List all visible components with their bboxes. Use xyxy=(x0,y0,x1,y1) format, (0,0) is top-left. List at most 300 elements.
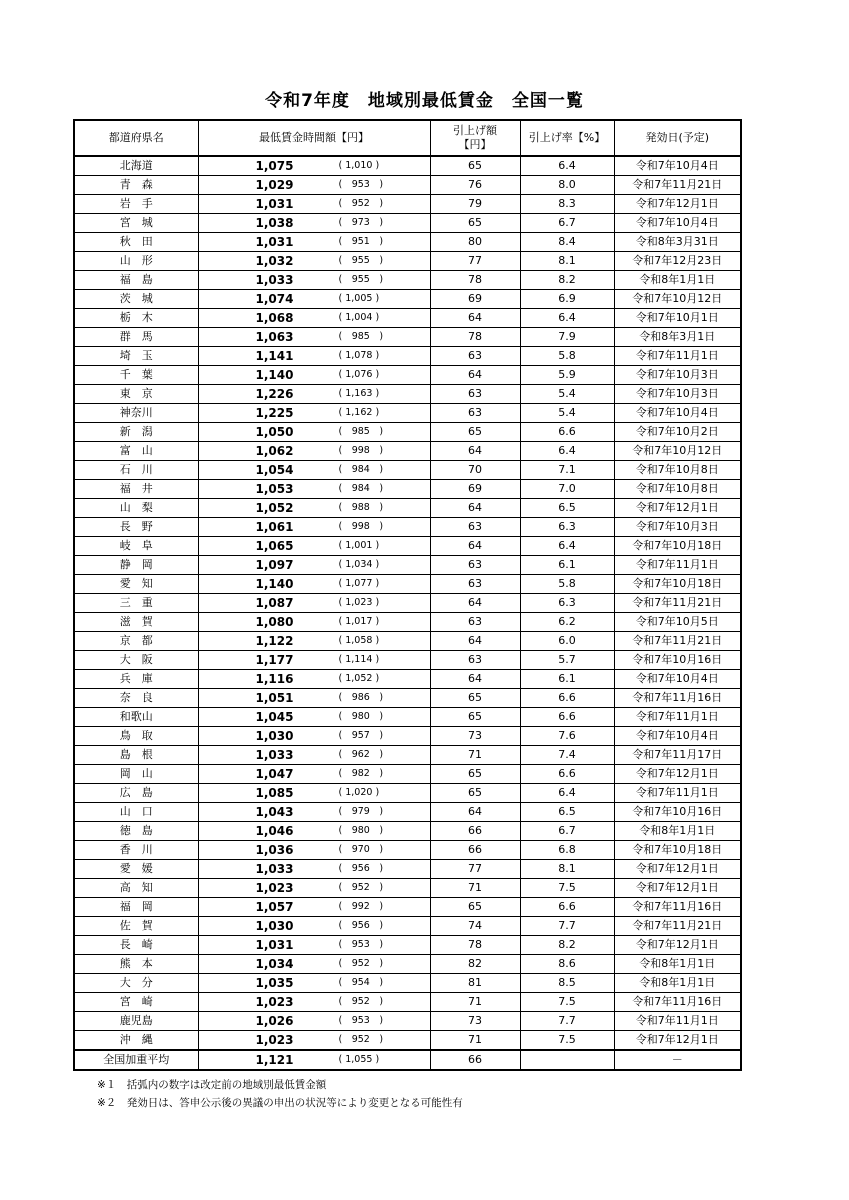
rate-cell: 5.7 xyxy=(520,651,614,670)
prefecture-cell: 和歌山 xyxy=(74,708,198,727)
header-rate: 引上げ率【%】 xyxy=(520,120,614,156)
header-raise-line2: 【円】 xyxy=(458,138,492,151)
prefecture-cell: 鹿児島 xyxy=(74,1012,198,1031)
previous-wage: ( 954 ) xyxy=(338,977,384,988)
table-row xyxy=(74,860,741,879)
effective-date-cell: 令和7年12月1日 xyxy=(614,1031,741,1051)
previous-wage: ( 1,017 ) xyxy=(338,616,380,627)
previous-wage: ( 955 ) xyxy=(338,274,384,285)
wage-cell xyxy=(198,385,430,404)
rate-cell: 8.1 xyxy=(520,860,614,879)
wage-cell xyxy=(198,271,430,290)
raise-cell: 63 xyxy=(430,575,520,594)
table-body xyxy=(74,156,741,1070)
rate-cell: 8.4 xyxy=(520,233,614,252)
table-row xyxy=(74,176,741,195)
table-row xyxy=(74,955,741,974)
previous-wage: ( 1,005 ) xyxy=(338,293,380,304)
wage-cell xyxy=(198,879,430,898)
effective-date-cell: 令和8年3月31日 xyxy=(614,233,741,252)
wage-value: 1,033 xyxy=(255,273,294,287)
wage-cell xyxy=(198,347,430,366)
effective-date-cell: 令和7年10月1日 xyxy=(614,309,741,328)
previous-wage: ( 1,076 ) xyxy=(338,369,380,380)
wage-value: 1,031 xyxy=(255,938,294,952)
table-row xyxy=(74,518,741,537)
table-row xyxy=(74,727,741,746)
wage-value: 1,033 xyxy=(255,862,294,876)
table-row xyxy=(74,632,741,651)
wage-cell xyxy=(198,156,430,176)
prefecture-cell: 愛 媛 xyxy=(74,860,198,879)
table-row xyxy=(74,651,741,670)
wage-cell xyxy=(198,480,430,499)
wage-value: 1,038 xyxy=(255,216,294,230)
effective-date-cell: 令和7年11月1日 xyxy=(614,1012,741,1031)
effective-date-cell: 令和7年12月1日 xyxy=(614,195,741,214)
prefecture-cell: 奈 良 xyxy=(74,689,198,708)
rate-cell: 8.2 xyxy=(520,271,614,290)
wage-cell xyxy=(198,556,430,575)
previous-wage: ( 952 ) xyxy=(338,958,384,969)
table-row xyxy=(74,575,741,594)
effective-date-cell: 令和7年10月18日 xyxy=(614,575,741,594)
wage-value: 1,140 xyxy=(255,368,294,382)
wage-value: 1,097 xyxy=(255,558,294,572)
effective-date-cell: 令和7年12月1日 xyxy=(614,765,741,784)
prefecture-cell: 山 口 xyxy=(74,803,198,822)
effective-date-cell: 令和8年3月1日 xyxy=(614,328,741,347)
wage-cell xyxy=(198,841,430,860)
effective-date-cell: 令和7年10月3日 xyxy=(614,385,741,404)
header-wage: 最低賃金時間額【円】 xyxy=(198,120,430,156)
prefecture-cell: 秋 田 xyxy=(74,233,198,252)
rate-cell: 5.4 xyxy=(520,404,614,423)
footnote-2: ※２ 発効日は、答申公示後の異議の申出の状況等により変更となる可能性有 xyxy=(97,1097,463,1109)
prefecture-cell: 新 潟 xyxy=(74,423,198,442)
rate-cell: 6.6 xyxy=(520,423,614,442)
rate-cell: 7.5 xyxy=(520,993,614,1012)
table-row xyxy=(74,499,741,518)
wage-value: 1,033 xyxy=(255,748,294,762)
wage-value: 1,121 xyxy=(255,1053,294,1067)
wage-cell xyxy=(198,860,430,879)
wage-value: 1,140 xyxy=(255,577,294,591)
prefecture-cell: 埼 玉 xyxy=(74,347,198,366)
raise-cell: 65 xyxy=(430,784,520,803)
table-row xyxy=(74,328,741,347)
prefecture-cell: 沖 縄 xyxy=(74,1031,198,1051)
table-row xyxy=(74,841,741,860)
raise-cell: 77 xyxy=(430,860,520,879)
raise-cell: 65 xyxy=(430,156,520,176)
previous-wage: ( 992 ) xyxy=(338,901,384,912)
wage-cell xyxy=(198,898,430,917)
raise-cell: 69 xyxy=(430,480,520,499)
rate-cell: 7.7 xyxy=(520,917,614,936)
wage-value: 1,054 xyxy=(255,463,294,477)
national-average-row xyxy=(74,1050,741,1070)
table-row xyxy=(74,347,741,366)
wage-value: 1,177 xyxy=(255,653,294,667)
prefecture-cell: 山 形 xyxy=(74,252,198,271)
rate-cell: 6.1 xyxy=(520,670,614,689)
previous-wage: ( 1,163 ) xyxy=(338,388,380,399)
previous-wage: ( 1,162 ) xyxy=(338,407,380,418)
effective-date-cell: 令和7年11月21日 xyxy=(614,594,741,613)
rate-cell: 6.3 xyxy=(520,594,614,613)
raise-cell: 65 xyxy=(430,689,520,708)
wage-cell xyxy=(198,689,430,708)
effective-date-cell: 令和8年1月1日 xyxy=(614,822,741,841)
wage-cell xyxy=(198,955,430,974)
previous-wage: ( 1,023 ) xyxy=(338,597,380,608)
prefecture-cell: 群 馬 xyxy=(74,328,198,347)
wage-cell xyxy=(198,670,430,689)
wage-cell xyxy=(198,328,430,347)
raise-cell: 63 xyxy=(430,651,520,670)
previous-wage: ( 980 ) xyxy=(338,711,384,722)
wage-cell xyxy=(198,727,430,746)
prefecture-cell: 福 島 xyxy=(74,271,198,290)
prefecture-cell: 大 分 xyxy=(74,974,198,993)
prefecture-cell: 広 島 xyxy=(74,784,198,803)
table-row xyxy=(74,1012,741,1031)
raise-cell: 63 xyxy=(430,556,520,575)
prefecture-cell: 静 岡 xyxy=(74,556,198,575)
page-title: 令和7年度 地域別最低賃金 全国一覧 xyxy=(265,91,584,111)
previous-wage: ( 988 ) xyxy=(338,502,384,513)
effective-date-cell: 令和7年10月2日 xyxy=(614,423,741,442)
prefecture-cell: 愛 知 xyxy=(74,575,198,594)
raise-cell: 74 xyxy=(430,917,520,936)
prefecture-cell: 宮 城 xyxy=(74,214,198,233)
previous-wage: ( 953 ) xyxy=(338,939,384,950)
prefecture-cell: 神奈川 xyxy=(74,404,198,423)
table-row xyxy=(74,594,741,613)
table-row xyxy=(74,556,741,575)
table-row xyxy=(74,746,741,765)
effective-date-cell: 令和7年10月12日 xyxy=(614,442,741,461)
wage-cell xyxy=(198,594,430,613)
wage-value: 1,036 xyxy=(255,843,294,857)
prefecture-cell: 千 葉 xyxy=(74,366,198,385)
header-date: 発効日(予定) xyxy=(614,120,741,156)
prefecture-cell: 鳥 取 xyxy=(74,727,198,746)
table-row xyxy=(74,936,741,955)
raise-cell: 71 xyxy=(430,993,520,1012)
previous-wage: ( 1,055 ) xyxy=(338,1054,380,1065)
table-row xyxy=(74,290,741,309)
wage-cell xyxy=(198,993,430,1012)
rate-cell: 6.4 xyxy=(520,442,614,461)
wage-cell xyxy=(198,309,430,328)
previous-wage: ( 951 ) xyxy=(338,236,384,247)
rate-cell: 6.8 xyxy=(520,841,614,860)
effective-date-cell: 令和8年1月1日 xyxy=(614,271,741,290)
table-row xyxy=(74,271,741,290)
rate-cell: 8.5 xyxy=(520,974,614,993)
wage-value: 1,031 xyxy=(255,235,294,249)
raise-cell: 64 xyxy=(430,537,520,556)
wage-value: 1,116 xyxy=(255,672,294,686)
wage-value: 1,045 xyxy=(255,710,294,724)
prefecture-cell: 福 岡 xyxy=(74,898,198,917)
previous-wage: ( 1,058 ) xyxy=(338,635,380,646)
wage-value: 1,043 xyxy=(255,805,294,819)
table-row xyxy=(74,917,741,936)
wage-cell xyxy=(198,537,430,556)
previous-wage: ( 998 ) xyxy=(338,445,384,456)
effective-date-cell: 令和7年10月4日 xyxy=(614,727,741,746)
raise-cell: 65 xyxy=(430,214,520,233)
previous-wage: ( 952 ) xyxy=(338,996,384,1007)
effective-date-cell: 令和7年10月3日 xyxy=(614,518,741,537)
effective-date-cell: 令和7年10月18日 xyxy=(614,841,741,860)
effective-date-cell: 令和7年10月5日 xyxy=(614,613,741,632)
wage-value: 1,075 xyxy=(255,159,294,173)
previous-wage: ( 1,010 ) xyxy=(338,160,380,171)
effective-date-cell: 令和7年10月16日 xyxy=(614,803,741,822)
previous-wage: ( 956 ) xyxy=(338,920,384,931)
rate-cell: 6.6 xyxy=(520,898,614,917)
table-row xyxy=(74,309,741,328)
wage-cell xyxy=(198,195,430,214)
header-raise-line1: 引上げ額 xyxy=(453,124,497,137)
wage-cell xyxy=(198,404,430,423)
effective-date-cell: 令和7年10月4日 xyxy=(614,404,741,423)
wage-cell xyxy=(198,651,430,670)
prefecture-cell: 福 井 xyxy=(74,480,198,499)
wage-value: 1,029 xyxy=(255,178,294,192)
raise-cell: 78 xyxy=(430,271,520,290)
raise-cell: 81 xyxy=(430,974,520,993)
footnote-1: ※１ 括弧内の数字は改定前の地域別最低賃金額 xyxy=(97,1079,327,1091)
table-row xyxy=(74,974,741,993)
effective-date-cell: 令和8年1月1日 xyxy=(614,955,741,974)
previous-wage: ( 952 ) xyxy=(338,198,384,209)
table-row xyxy=(74,423,741,442)
wage-value: 1,087 xyxy=(255,596,294,610)
previous-wage: ( 962 ) xyxy=(338,749,384,760)
rate-cell: 6.9 xyxy=(520,290,614,309)
previous-wage: ( 1,078 ) xyxy=(338,350,380,361)
effective-date-cell: 令和7年10月4日 xyxy=(614,214,741,233)
table-row xyxy=(74,708,741,727)
wage-cell xyxy=(198,233,430,252)
raise-cell: 64 xyxy=(430,499,520,518)
wage-value: 1,030 xyxy=(255,919,294,933)
table-row xyxy=(74,442,741,461)
footnotes xyxy=(97,1076,463,1112)
rate-cell: 7.0 xyxy=(520,480,614,499)
table-row xyxy=(74,784,741,803)
effective-date-cell: 令和7年12月1日 xyxy=(614,936,741,955)
wage-value: 1,052 xyxy=(255,501,294,515)
header-raise xyxy=(430,120,520,156)
wage-value: 1,061 xyxy=(255,520,294,534)
raise-cell: 65 xyxy=(430,708,520,727)
prefecture-cell: 長 崎 xyxy=(74,936,198,955)
raise-cell: 77 xyxy=(430,252,520,271)
raise-cell: 71 xyxy=(430,746,520,765)
prefecture-cell: 熊 本 xyxy=(74,955,198,974)
table-row xyxy=(74,461,741,480)
prefecture-cell: 全国加重平均 xyxy=(74,1050,198,1070)
previous-wage: ( 973 ) xyxy=(338,217,384,228)
rate-cell: 6.7 xyxy=(520,822,614,841)
table-row xyxy=(74,404,741,423)
wage-cell xyxy=(198,822,430,841)
previous-wage: ( 985 ) xyxy=(338,426,384,437)
raise-cell: 70 xyxy=(430,461,520,480)
wage-cell xyxy=(198,1050,430,1070)
wage-value: 1,226 xyxy=(255,387,294,401)
wage-value: 1,068 xyxy=(255,311,294,325)
previous-wage: ( 982 ) xyxy=(338,768,384,779)
effective-date-cell: 令和7年11月1日 xyxy=(614,784,741,803)
effective-date-cell: 令和7年11月1日 xyxy=(614,708,741,727)
raise-cell: 69 xyxy=(430,290,520,309)
previous-wage: ( 1,001 ) xyxy=(338,540,380,551)
rate-cell: 8.0 xyxy=(520,176,614,195)
rate-cell: 7.5 xyxy=(520,1031,614,1051)
raise-cell: 66 xyxy=(430,822,520,841)
wage-cell xyxy=(198,214,430,233)
prefecture-cell: 岩 手 xyxy=(74,195,198,214)
rate-cell: 6.2 xyxy=(520,613,614,632)
wage-cell xyxy=(198,765,430,784)
prefecture-cell: 三 重 xyxy=(74,594,198,613)
wage-cell xyxy=(198,917,430,936)
wage-cell xyxy=(198,974,430,993)
wage-value: 1,122 xyxy=(255,634,294,648)
effective-date-cell: 令和7年11月1日 xyxy=(614,347,741,366)
wage-value: 1,032 xyxy=(255,254,294,268)
rate-cell: 5.8 xyxy=(520,347,614,366)
wage-value: 1,225 xyxy=(255,406,294,420)
prefecture-cell: 長 野 xyxy=(74,518,198,537)
raise-cell: 78 xyxy=(430,936,520,955)
raise-cell: 66 xyxy=(430,1050,520,1070)
raise-cell: 79 xyxy=(430,195,520,214)
previous-wage: ( 970 ) xyxy=(338,844,384,855)
prefecture-cell: 佐 賀 xyxy=(74,917,198,936)
previous-wage: ( 1,004 ) xyxy=(338,312,380,323)
table-row xyxy=(74,214,741,233)
rate-cell: 6.0 xyxy=(520,632,614,651)
effective-date-cell: 令和7年10月3日 xyxy=(614,366,741,385)
raise-cell: 63 xyxy=(430,518,520,537)
prefecture-cell: 東 京 xyxy=(74,385,198,404)
rate-cell: 6.4 xyxy=(520,156,614,176)
raise-cell: 73 xyxy=(430,1012,520,1031)
prefecture-cell: 香 川 xyxy=(74,841,198,860)
raise-cell: 64 xyxy=(430,670,520,689)
prefecture-cell: 富 山 xyxy=(74,442,198,461)
prefecture-cell: 茨 城 xyxy=(74,290,198,309)
wage-cell xyxy=(198,518,430,537)
table-row xyxy=(74,898,741,917)
wage-cell xyxy=(198,423,430,442)
raise-cell: 64 xyxy=(430,309,520,328)
effective-date-cell: 令和7年12月1日 xyxy=(614,860,741,879)
wage-value: 1,080 xyxy=(255,615,294,629)
prefecture-cell: 岐 阜 xyxy=(74,537,198,556)
prefecture-cell: 大 阪 xyxy=(74,651,198,670)
wage-value: 1,053 xyxy=(255,482,294,496)
prefecture-cell: 岡 山 xyxy=(74,765,198,784)
rate-cell: 6.6 xyxy=(520,689,614,708)
prefecture-cell: 滋 賀 xyxy=(74,613,198,632)
wage-value: 1,034 xyxy=(255,957,294,971)
wage-cell xyxy=(198,803,430,822)
prefecture-cell: 宮 崎 xyxy=(74,993,198,1012)
rate-cell: 6.4 xyxy=(520,537,614,556)
wage-cell xyxy=(198,708,430,727)
raise-cell: 71 xyxy=(430,879,520,898)
rate-cell: 6.1 xyxy=(520,556,614,575)
table-row xyxy=(74,156,741,176)
previous-wage: ( 984 ) xyxy=(338,483,384,494)
rate-cell: 5.9 xyxy=(520,366,614,385)
rate-cell: 6.4 xyxy=(520,309,614,328)
wage-cell xyxy=(198,784,430,803)
rate-cell: 7.9 xyxy=(520,328,614,347)
wage-value: 1,050 xyxy=(255,425,294,439)
rate-cell: 7.5 xyxy=(520,879,614,898)
effective-date-cell: 令和7年10月16日 xyxy=(614,651,741,670)
wage-value: 1,141 xyxy=(255,349,294,363)
rate-cell: 6.5 xyxy=(520,803,614,822)
raise-cell: 66 xyxy=(430,841,520,860)
previous-wage: ( 953 ) xyxy=(338,179,384,190)
raise-cell: 82 xyxy=(430,955,520,974)
prefecture-cell: 石 川 xyxy=(74,461,198,480)
wage-value: 1,030 xyxy=(255,729,294,743)
previous-wage: ( 1,052 ) xyxy=(338,673,380,684)
previous-wage: ( 998 ) xyxy=(338,521,384,532)
previous-wage: ( 952 ) xyxy=(338,1034,384,1045)
rate-cell: 7.6 xyxy=(520,727,614,746)
table-row xyxy=(74,689,741,708)
table-header-row xyxy=(74,120,741,156)
table-row xyxy=(74,993,741,1012)
effective-date-cell: 令和7年12月1日 xyxy=(614,879,741,898)
prefecture-cell: 栃 木 xyxy=(74,309,198,328)
wage-cell xyxy=(198,499,430,518)
wage-value: 1,057 xyxy=(255,900,294,914)
raise-cell: 71 xyxy=(430,1031,520,1051)
wage-cell xyxy=(198,1031,430,1051)
effective-date-cell: 令和7年12月1日 xyxy=(614,499,741,518)
raise-cell: 64 xyxy=(430,803,520,822)
raise-cell: 78 xyxy=(430,328,520,347)
previous-wage: ( 979 ) xyxy=(338,806,384,817)
table-row xyxy=(74,803,741,822)
effective-date-cell: 令和7年10月4日 xyxy=(614,670,741,689)
previous-wage: ( 1,114 ) xyxy=(338,654,380,665)
table-row xyxy=(74,233,741,252)
previous-wage: ( 984 ) xyxy=(338,464,384,475)
wage-value: 1,062 xyxy=(255,444,294,458)
wage-value: 1,023 xyxy=(255,1033,294,1047)
wage-cell xyxy=(198,746,430,765)
wage-value: 1,046 xyxy=(255,824,294,838)
effective-date-cell: － xyxy=(614,1050,741,1070)
wage-cell xyxy=(198,1012,430,1031)
raise-cell: 73 xyxy=(430,727,520,746)
